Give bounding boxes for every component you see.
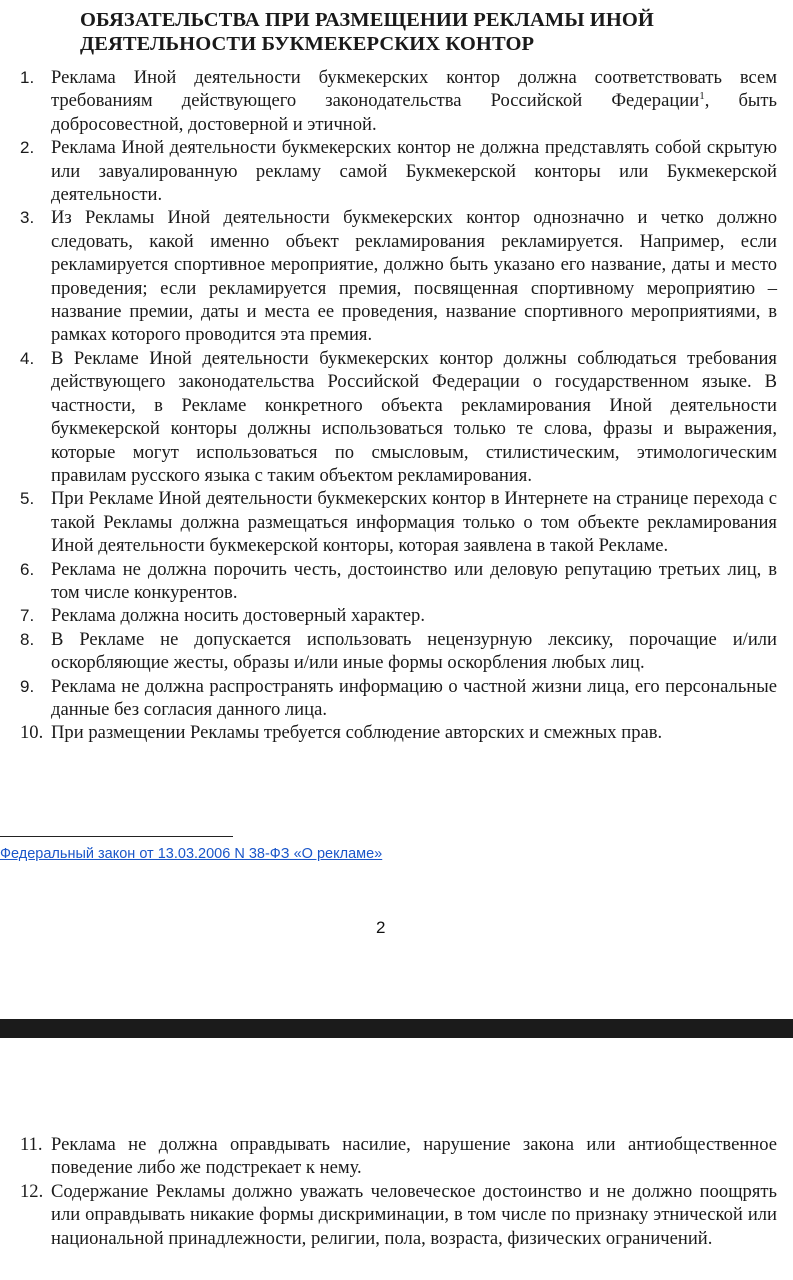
item-text: Реклама не должна распространять информацию о частной жизни лица, его персональные данные без согласия данного лица. [51,675,777,720]
item-text: Реклама Иной деятельности букмекерских контор должна соответствовать всем требованиям действующего законодательства Российской Федерации [51,67,777,112]
page-title: ОБЯЗАТЕЛЬСТВА ПРИ РАЗМЕЩЕНИИ РЕКЛАМЫ ИНОЙ ДЕЯТЕЛЬНОСТИ БУКМЕКЕРСКИХ КОНТОР [80,9,654,55]
item-number: 10. [20,722,44,744]
list-item [0,1180,793,1250]
list-item [0,66,793,136]
list-item [0,487,793,557]
footnote-separator [0,836,233,837]
item-text-continued: , быть добросовестной, достоверной и этичной. [51,90,778,135]
item-number: 7. [20,606,35,626]
item-text: Реклама Иной деятельности букмекерских контор не должна представлять собой скрытую или завуалированную рекламу самой Букмекерской конторы или Букмекерской деятельности. [51,137,777,206]
obligations-list [0,66,793,745]
item-number: 5. [20,489,35,509]
item-text: Из Рекламы Иной деятельности букмекерских контор однозначно и четко должно следовать, какой именно объект рекламирования рекламируется. Например, если рекламируется спортивное мероприятие, должно быть указано его название, даты и место проведения; если рекламируется премия, посвященная спортивному мероприятию – название премии, даты и места ее проведения, название спортивного мероприятиями, в рамках которого проводится эта премия. [51,207,777,346]
footnote-marker[interactable]: 1 [699,90,705,103]
item-number: 8. [20,629,35,649]
obligations-list-continued [0,1133,793,1250]
list-item [0,721,793,744]
item-number: 9. [20,676,35,696]
list-item [0,206,793,346]
item-number: 1. [20,68,35,87]
item-text: Содержание Рекламы должно уважать человеческое достоинство и не должно поощрять или оправдывать никакие формы дискриминации, в том числе по признаку этнической или национальной принадлежности, религии, пола, возраста, физических ограничений. [51,1180,777,1249]
item-text: Реклама не должна порочить честь, достоинство или деловую репутацию третьих лиц, в том числе конкурентов. [51,558,777,603]
list-item [0,1133,793,1180]
item-number: 2. [20,138,35,158]
item-text: В Рекламе Иной деятельности букмекерских контор должны соблюдаться требования действующего законодательства Российской Федерации о государственном языке. В частности, в Рекламе конкретного объекта рекламирования Иной деятельности букмекерской конторы должны использоваться только те слова, фразы и выражения, которые могут использоваться по смысловым, стилистическим, этимологическим правилам русского языка с таким объектом рекламирования. [51,347,777,486]
item-text: При размещении Рекламы требуется соблюдение авторских и смежных прав. [51,722,663,744]
footnote-link[interactable]: Федеральный закон от 13.03.2006 N 38-ФЗ «О рекламе» [0,846,383,862]
item-number: 12. [20,1180,44,1202]
list-item [0,675,793,722]
item-number: 4. [20,348,35,368]
item-number: 11. [20,1134,43,1155]
list-item [0,628,793,675]
list-item [0,604,793,627]
item-text: При Рекламе Иной деятельности букмекерских контор в Интернете на странице перехода с такой Рекламы должна размещаться информация только о том объекте рекламирования Иной деятельности букмекерской конторы, которая заявлена в такой Рекламе. [51,488,777,557]
item-number: 3. [20,208,35,228]
item-text: Реклама должна носить достоверный характер. [51,605,425,627]
list-item [0,136,793,206]
page-break-bar [0,1019,793,1038]
item-text: Реклама не должна оправдывать насилие, нарушение закона или антиобщественное поведение либо же подстрекает к нему. [51,1134,777,1179]
list-item [0,558,793,605]
list-item [0,347,793,487]
item-text: В Рекламе не допускается использовать нецензурную лексику, порочащие и/или оскорбляющие жесты, образы и/или иные формы оскорбления любых лиц. [51,628,777,674]
page-number: 2 [376,918,386,937]
item-number: 6. [20,559,35,579]
